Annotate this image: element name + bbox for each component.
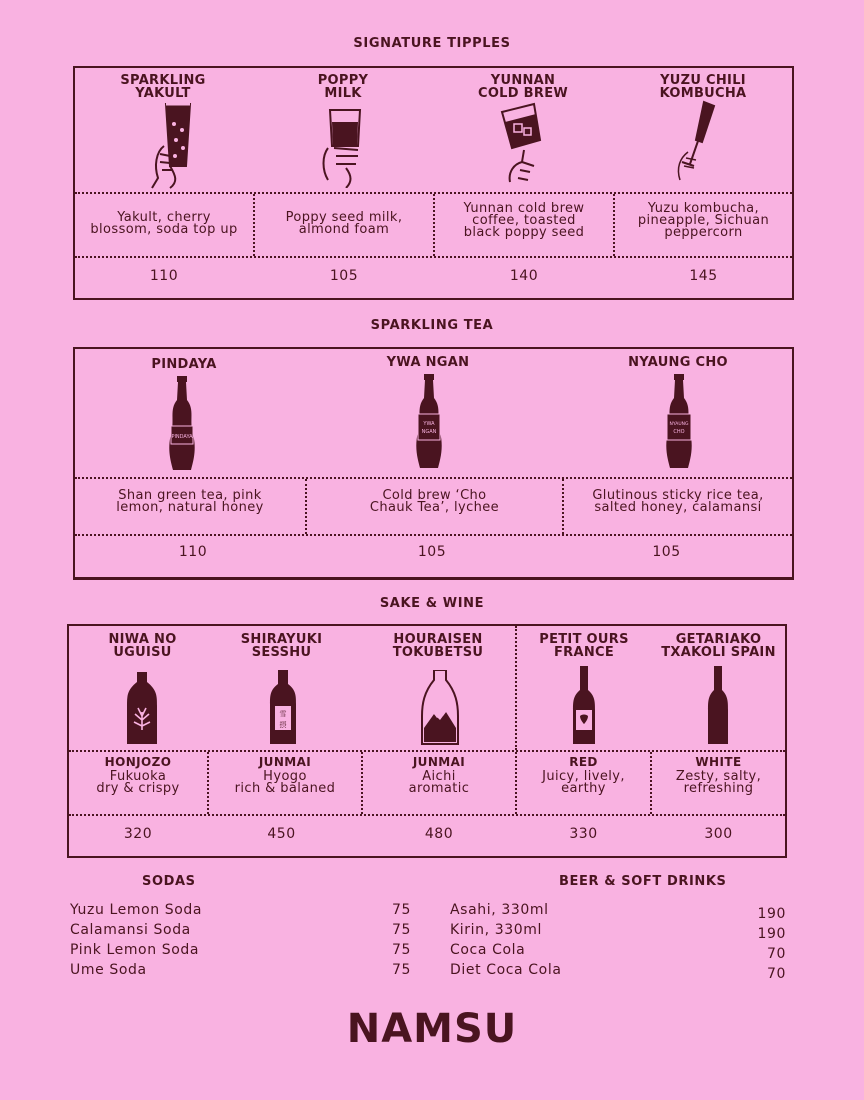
drink-description: Yuzu kombucha, pineapple, Sichuan peppercorn [637,201,770,240]
list-item-price: 190 [757,926,786,942]
mug-hand-icon [318,104,378,188]
drink-name: YWA NGAN [386,355,470,370]
drink-name: SPARKLING YAKULT [120,73,206,101]
drink-description: WHITE Zesty, salty, refreshing [675,755,762,796]
svg-text:NGAN: NGAN [421,429,437,435]
drink-description: Poppy seed milk, almond foam [285,210,403,237]
sodas-heading: SODAS [142,874,196,889]
list-item-price: 190 [757,906,786,922]
divider [75,256,792,258]
drink-price: 105 [329,268,359,284]
list-item-name: Diet Coca Cola [450,962,562,978]
svg-text:PINDAYA: PINDAYA [171,434,193,440]
svg-text:YWA: YWA [423,421,435,427]
brand-logo: NAMSU [346,1006,518,1052]
section-title-signature: SIGNATURE TIPPLES [353,36,511,51]
divider [75,477,792,479]
list-item-name: Asahi, 330ml [450,902,549,918]
drink-description: HONJOZO Fukuoka dry & crispy [96,755,180,796]
list-item-name: Coca Cola [450,942,526,958]
tall-glass-hand-icon [140,100,200,190]
divider [73,577,794,580]
tumbler-hand-icon [494,100,554,188]
sake-bottle-kanji-icon [268,670,298,746]
drink-description: RED Juicy, lively, earthy [542,755,625,796]
svg-text:雪: 雪 [279,710,287,718]
list-item-name: Ume Soda [70,962,147,978]
drink-description: JUNMAI Hyogo rich & balaned [234,755,336,796]
list-item-price: 75 [392,962,412,978]
divider [75,534,792,536]
drink-price: 105 [652,544,681,560]
sake-bottle-mountain-icon [420,670,460,746]
section-title-sake-wine: SAKE & WINE [379,596,485,611]
drink-price: 140 [509,268,539,284]
soda-bottle-icon [414,374,444,470]
divider [515,626,517,750]
drink-price: 110 [178,544,208,560]
list-item-price: 75 [392,902,412,918]
svg-text:摂: 摂 [279,721,287,729]
drink-price: 320 [123,826,153,842]
drink-price: 330 [569,826,598,842]
drink-name: GETARIAKO TXAKOLI SPAIN [661,632,776,660]
wine-bottle-label-icon [571,666,597,746]
drink-description: Glutinous sticky rice tea, salted honey, calamansi [592,488,764,515]
list-item-price: 75 [392,922,412,938]
drink-price: 110 [149,268,179,284]
drink-description: Shan green tea, pink lemon, natural honey [116,488,264,515]
svg-text:CHO: CHO [673,429,685,435]
drink-name: POPPY MILK [317,73,369,101]
list-item-price: 70 [766,946,786,962]
drink-price: 300 [704,826,733,842]
drink-name: HOURAISEN TOKUBETSU [392,632,484,660]
drink-price: 450 [267,826,296,842]
divider [69,814,785,816]
beer-heading: BEER & SOFT DRINKS [559,874,727,889]
drink-name: SHIRAYUKI SESSHU [240,632,323,660]
list-item-price: 75 [392,942,412,958]
list-item-price: 70 [766,966,786,982]
drink-price: 105 [417,544,447,560]
drink-name: NIWA NO UGUISU [108,632,177,660]
list-item-name: Kirin, 330ml [450,922,542,938]
drink-name: YUNNAN COLD BREW [477,73,569,101]
wine-bottle-icon [706,666,730,746]
list-item-name: Calamansi Soda [70,922,191,938]
drink-description: Yakult, cherry blossom, soda top up [90,210,238,237]
drink-price: 480 [424,826,454,842]
divider [69,750,785,752]
soda-bottle-icon [664,374,694,470]
drink-price: 145 [689,268,718,284]
soda-bottle-icon [167,376,197,472]
section-title-sparkling-tea: SPARKLING TEA [370,318,494,333]
list-item-name: Pink Lemon Soda [70,942,200,958]
drink-description: Cold brew ‘Cho Chauk Tea’, lychee [369,488,500,515]
drink-name: YUZU CHILI KOMBUCHA [659,73,747,101]
drink-name: PINDAYA [151,357,217,372]
svg-text:NYAUNG: NYAUNG [669,422,689,427]
drink-name: PETIT OURS FRANCE [539,632,629,660]
drink-description: JUNMAI Aichi aromatic [408,755,470,796]
drink-name: NYAUNG CHO [628,355,728,370]
flute-hand-icon [670,100,720,188]
drink-description: Yunnan cold brew coffee, toasted black poppy seed [463,201,585,240]
list-item-name: Yuzu Lemon Soda [70,902,203,918]
sake-bottle-leaf-icon [125,672,159,746]
